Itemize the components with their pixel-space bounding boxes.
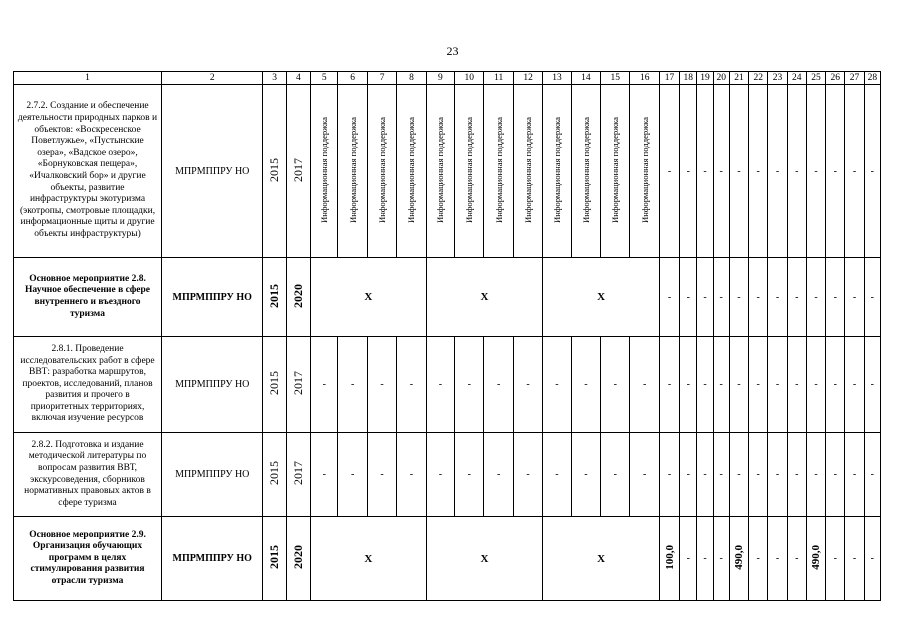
info-cell: Информационная поддержка (397, 85, 426, 258)
dash-cell: - (367, 433, 396, 517)
header-cell: 28 (864, 72, 880, 85)
dash-cell: - (787, 337, 806, 433)
dash-cell: - (768, 337, 787, 433)
responsible-cell: МПРМППРУ НО (162, 517, 263, 601)
dash-cell: - (729, 337, 748, 433)
info-cell: Информационная поддержка (543, 85, 571, 258)
table-row (14, 258, 881, 337)
header-cell: 12 (513, 72, 542, 85)
dash-cell: - (768, 85, 787, 258)
start-year-cell: 2015 (263, 258, 286, 337)
activity-name: 2.8.2. Подготовка и издание методической литературы по вопросам развития ВВТ, экскурсоведения, сборников нормативных правовых актов в сфере туризма (14, 433, 162, 517)
dash-cell: - (806, 433, 825, 517)
dash-cell: - (845, 433, 864, 517)
dash-cell: - (659, 258, 679, 337)
dash-cell: - (659, 433, 679, 517)
dash-cell: - (806, 258, 825, 337)
header-cell: 15 (601, 72, 630, 85)
responsible-cell: МПРМППРУ НО (162, 85, 263, 258)
dash-cell: - (768, 517, 787, 601)
dash-cell: - (680, 337, 697, 433)
start-year-cell: 2015 (263, 517, 286, 601)
header-cell: 19 (697, 72, 713, 85)
header-cell: 22 (749, 72, 768, 85)
info-cell: Информационная поддержка (455, 85, 484, 258)
dash-cell: - (601, 337, 630, 433)
dash-cell: - (601, 433, 630, 517)
x-mark-cell: Х (426, 517, 543, 601)
dash-cell: - (680, 517, 697, 601)
dash-cell: - (484, 433, 513, 517)
dash-cell: - (713, 517, 729, 601)
info-cell: Информационная поддержка (601, 85, 630, 258)
dash-cell: - (426, 433, 454, 517)
header-cell: 21 (729, 72, 748, 85)
responsible-cell: МПРМППРУ НО (162, 433, 263, 517)
header-cell: 5 (311, 72, 338, 85)
dash-cell: - (826, 258, 845, 337)
dash-cell: - (397, 433, 426, 517)
start-year-cell: 2015 (263, 85, 286, 258)
dash-cell: - (630, 337, 659, 433)
header-cell: 1 (14, 72, 162, 85)
dash-cell: - (680, 258, 697, 337)
dash-cell: - (826, 517, 845, 601)
dash-cell: - (680, 433, 697, 517)
dash-cell: - (749, 258, 768, 337)
dash-cell: - (806, 85, 825, 258)
dash-cell: - (845, 517, 864, 601)
header-cell: 26 (826, 72, 845, 85)
end-year-cell: 2017 (286, 433, 310, 517)
dash-cell: - (543, 337, 571, 433)
dash-cell: - (713, 337, 729, 433)
x-mark-cell: Х (426, 258, 543, 337)
dash-cell: - (455, 337, 484, 433)
dash-cell: - (397, 337, 426, 433)
x-mark-cell: Х (311, 517, 427, 601)
activity-name: Основное мероприятие 2.9. Организация обучающих программ в целях стимулирования развития отрасли туризма (14, 517, 162, 601)
start-year-cell: 2015 (263, 433, 286, 517)
dash-cell: - (845, 337, 864, 433)
start-year-cell: 2015 (263, 337, 286, 433)
x-mark-cell: Х (311, 258, 427, 337)
dash-cell: - (713, 85, 729, 258)
dash-cell: - (768, 433, 787, 517)
table-row (14, 85, 881, 258)
dash-cell: - (729, 433, 748, 517)
dash-cell: - (338, 337, 367, 433)
dash-cell: - (826, 337, 845, 433)
dash-cell: - (680, 85, 697, 258)
header-cell: 9 (426, 72, 454, 85)
info-cell: Информационная поддержка (426, 85, 454, 258)
header-cell: 4 (286, 72, 310, 85)
x-mark-cell: Х (543, 258, 660, 337)
dash-cell: - (455, 433, 484, 517)
dash-cell: - (826, 85, 845, 258)
header-cell: 25 (806, 72, 825, 85)
dash-cell: - (697, 433, 713, 517)
activity-name: 2.7.2. Создание и обеспечение деятельности природных парков и объектов: «Воскресенское Поветлужье», «Пустынские озера», «Вадское озеро», «Борнуковская пещера», «Ичалковский бор» и другие объекты, развитие инфраструктуры экотуризма (экотропы, смотровые площадки, информационные щиты и другие объекты инфраструктуры) (14, 85, 162, 258)
header-cell: 6 (338, 72, 367, 85)
header-cell: 16 (630, 72, 659, 85)
dash-cell: - (864, 517, 880, 601)
end-year-cell: 2020 (286, 258, 310, 337)
dash-cell: - (845, 258, 864, 337)
dash-cell: - (659, 337, 679, 433)
header-cell: 10 (455, 72, 484, 85)
page-number: 23 (446, 44, 459, 58)
dash-cell: - (729, 258, 748, 337)
dash-cell: - (697, 258, 713, 337)
plan-table (13, 71, 881, 601)
end-year-cell: 2017 (286, 85, 310, 258)
dash-cell: - (749, 433, 768, 517)
dash-cell: - (864, 85, 880, 258)
header-cell: 27 (845, 72, 864, 85)
activity-name: Основное мероприятие 2.8. Научное обеспечение в сфере внутреннего и въездного туризма (14, 258, 162, 337)
info-cell: Информационная поддержка (630, 85, 659, 258)
header-cell: 3 (263, 72, 286, 85)
header-cell: 2 (162, 72, 263, 85)
value-cell: 490,0 (729, 517, 748, 601)
header-cell: 14 (571, 72, 600, 85)
table-row (14, 517, 881, 601)
responsible-cell: МПРМППРУ НО (162, 337, 263, 433)
dash-cell: - (749, 337, 768, 433)
dash-cell: - (713, 433, 729, 517)
dash-cell: - (426, 337, 454, 433)
header-cell: 24 (787, 72, 806, 85)
dash-cell: - (630, 433, 659, 517)
dash-cell: - (713, 258, 729, 337)
dash-cell: - (571, 337, 600, 433)
dash-cell: - (787, 258, 806, 337)
end-year-cell: 2020 (286, 517, 310, 601)
dash-cell: - (311, 433, 338, 517)
dash-cell: - (749, 517, 768, 601)
dash-cell: - (864, 433, 880, 517)
info-cell: Информационная поддержка (513, 85, 542, 258)
dash-cell: - (826, 433, 845, 517)
value-cell: 490,0 (806, 517, 825, 601)
header-cell: 17 (659, 72, 679, 85)
info-cell: Информационная поддержка (571, 85, 600, 258)
dash-cell: - (513, 337, 542, 433)
end-year-cell: 2017 (286, 337, 310, 433)
table-row (14, 433, 881, 517)
responsible-cell: МПРМППРУ НО (162, 258, 263, 337)
dash-cell: - (367, 337, 396, 433)
dash-cell: - (338, 433, 367, 517)
header-cell: 8 (397, 72, 426, 85)
dash-cell: - (697, 517, 713, 601)
dash-cell: - (768, 258, 787, 337)
dash-cell: - (749, 85, 768, 258)
value-cell: 100,0 (659, 517, 679, 601)
header-cell: 7 (367, 72, 396, 85)
dash-cell: - (311, 337, 338, 433)
info-cell: Информационная поддержка (338, 85, 367, 258)
dash-cell: - (484, 337, 513, 433)
dash-cell: - (697, 337, 713, 433)
dash-cell: - (864, 337, 880, 433)
dash-cell: - (571, 433, 600, 517)
table-row (14, 337, 881, 433)
header-cell: 18 (680, 72, 697, 85)
dash-cell: - (806, 337, 825, 433)
dash-cell: - (543, 433, 571, 517)
dash-cell: - (845, 85, 864, 258)
header-cell: 11 (484, 72, 513, 85)
dash-cell: - (787, 433, 806, 517)
info-cell: Информационная поддержка (484, 85, 513, 258)
dash-cell: - (729, 85, 748, 258)
dash-cell: - (787, 85, 806, 258)
dash-cell: - (697, 85, 713, 258)
dash-cell: - (864, 258, 880, 337)
info-cell: Информационная поддержка (367, 85, 396, 258)
dash-cell: - (513, 433, 542, 517)
activity-name: 2.8.1. Проведение исследовательских работ в сфере ВВТ: разработка маршрутов, проектов, исследований, планов развития и прочего в приоритетных территориях, включая изучение ресурсов (14, 337, 162, 433)
dash-cell: - (787, 517, 806, 601)
info-cell: Информационная поддержка (311, 85, 338, 258)
header-cell: 20 (713, 72, 729, 85)
x-mark-cell: Х (543, 517, 660, 601)
header-row (14, 72, 881, 85)
header-cell: 23 (768, 72, 787, 85)
header-cell: 13 (543, 72, 571, 85)
dash-cell: - (659, 85, 679, 258)
